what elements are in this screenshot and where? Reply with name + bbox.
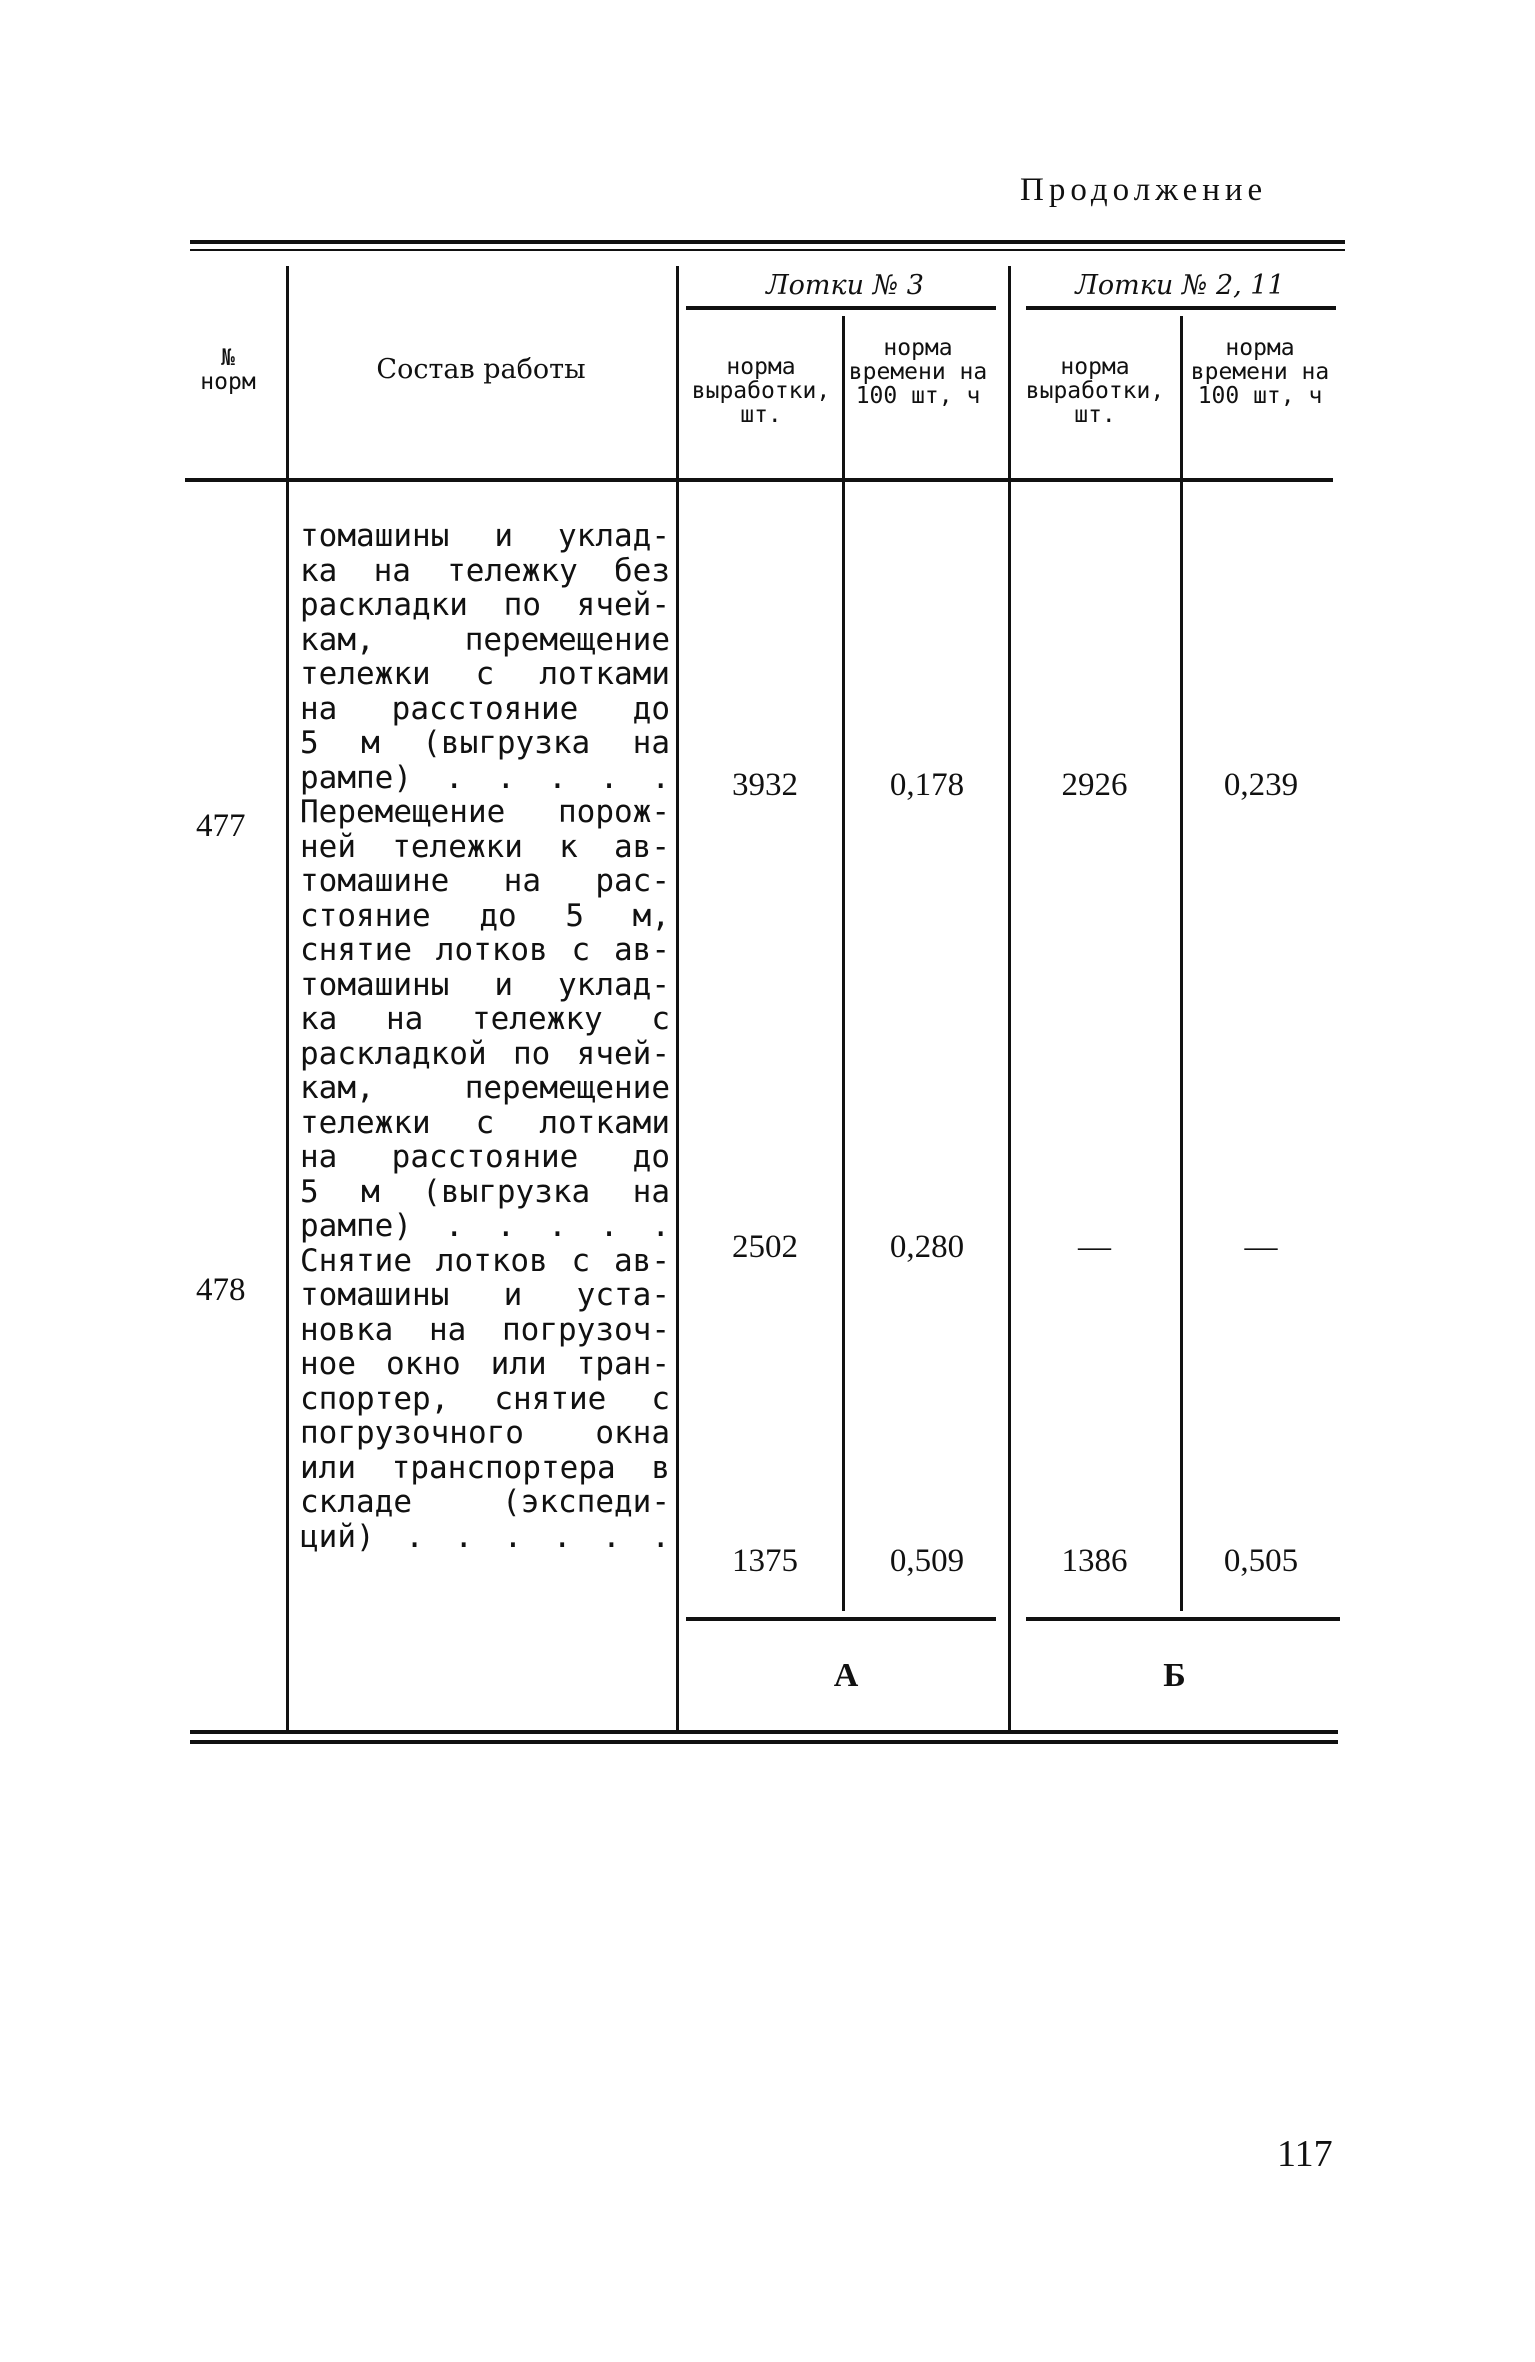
work-line: ней тележки к ав- [300, 828, 670, 865]
row1-a-output: 3932 [732, 767, 798, 803]
header-group-a: Лотки № 3 [766, 270, 924, 301]
continuation-label: Продолжение [1020, 172, 1268, 208]
row3-a-time: 0,509 [889, 1543, 965, 1579]
work-line: томашины и уста- [300, 1277, 670, 1313]
group-a-underline [686, 306, 996, 310]
vline-work [676, 266, 679, 1732]
header-b-output: норма выработки, шт. [1025, 354, 1165, 429]
work-line: томашины и уклад- [300, 518, 670, 554]
row3-a-output: 1375 [732, 1543, 798, 1579]
norm-number-477: 477 [196, 808, 246, 844]
row2-b-time: — [1244, 1229, 1278, 1265]
data-bottom-rule-b [1026, 1617, 1340, 1621]
header-a-time: норма времени на 100 шт, ч [848, 335, 988, 410]
row1-a-time: 0,178 [889, 767, 965, 803]
work-line: снятие лотков с ав- [300, 932, 670, 968]
page-number: 117 [1277, 2133, 1333, 2175]
work-line: Перемещение порож- [300, 794, 670, 830]
row2-a-output: 2502 [732, 1229, 798, 1265]
table-bottom-rule-2 [190, 1740, 1338, 1744]
work-line: ка на тележку с [300, 1001, 670, 1037]
data-bottom-rule-a [686, 1617, 996, 1621]
row1-b-time: 0,239 [1223, 767, 1299, 803]
work-line: раскладки по ячей- [300, 587, 670, 623]
work-line: кам, перемещение [300, 1070, 670, 1106]
work-line: на расстояние до [300, 690, 670, 727]
header-a-output: норма выработки, шт. [691, 354, 831, 429]
work-line: 5 м (выгрузка на [300, 725, 670, 761]
table-top-rule-thin [190, 249, 1345, 251]
header-work-content: Состав работы [376, 354, 586, 385]
work-line: Снятие лотков с ав- [300, 1242, 670, 1279]
work-line: или транспортера в [300, 1449, 670, 1486]
work-line: спортер, снятие с [300, 1380, 670, 1417]
table-top-rule [190, 240, 1345, 244]
work-line: стояние до 5 м, [300, 897, 670, 934]
header-group-b: Лотки № 2, 11 [1075, 270, 1285, 301]
table-bottom-rule [190, 1730, 1338, 1734]
work-line: кам, перемещение [300, 621, 670, 658]
work-line: рампе) . . . . . [300, 1208, 670, 1244]
group-b-underline [1026, 306, 1336, 310]
work-line: погрузочного окна [300, 1415, 670, 1451]
header-bottom-rule [185, 478, 1333, 482]
header-norm-no: № норм [200, 345, 256, 396]
work-line: 5 м (выгрузка на [300, 1173, 670, 1210]
work-line: новка на погрузоч- [300, 1311, 670, 1348]
work-line: томашины и уклад- [300, 966, 670, 1003]
row2-a-time: 0,280 [889, 1229, 965, 1265]
vline-norm [286, 266, 289, 1732]
header-b-time: норма времени на 100 шт, ч [1190, 335, 1330, 410]
work-content-text [300, 519, 670, 1554]
vline-b-mid [1180, 316, 1183, 1611]
row3-b-output: 1386 [1061, 1543, 1128, 1579]
row2-b-output: — [1078, 1229, 1111, 1265]
work-line: тележки с лотками [300, 1104, 670, 1141]
vline-ab [1008, 266, 1011, 1732]
work-line: тележки с лотками [300, 656, 670, 692]
norm-number-478: 478 [196, 1272, 246, 1308]
work-line: раскладкой по ячей- [300, 1035, 670, 1072]
work-line: рампе) . . . . . [300, 759, 670, 796]
footer-label-b: Б [1163, 1657, 1186, 1694]
work-line: ка на тележку без [300, 552, 670, 589]
footer-label-a: А [833, 1657, 859, 1694]
vline-a-mid [842, 316, 845, 1611]
row3-b-time: 0,505 [1223, 1543, 1299, 1579]
row1-b-output: 2926 [1061, 767, 1128, 803]
work-line: складе (экспеди- [300, 1484, 670, 1520]
work-line: ций) . . . . . . [300, 1518, 670, 1555]
work-line: томашине на рас- [300, 863, 670, 899]
work-line: ное окно или тран- [300, 1346, 670, 1382]
work-line: на расстояние до [300, 1139, 670, 1175]
